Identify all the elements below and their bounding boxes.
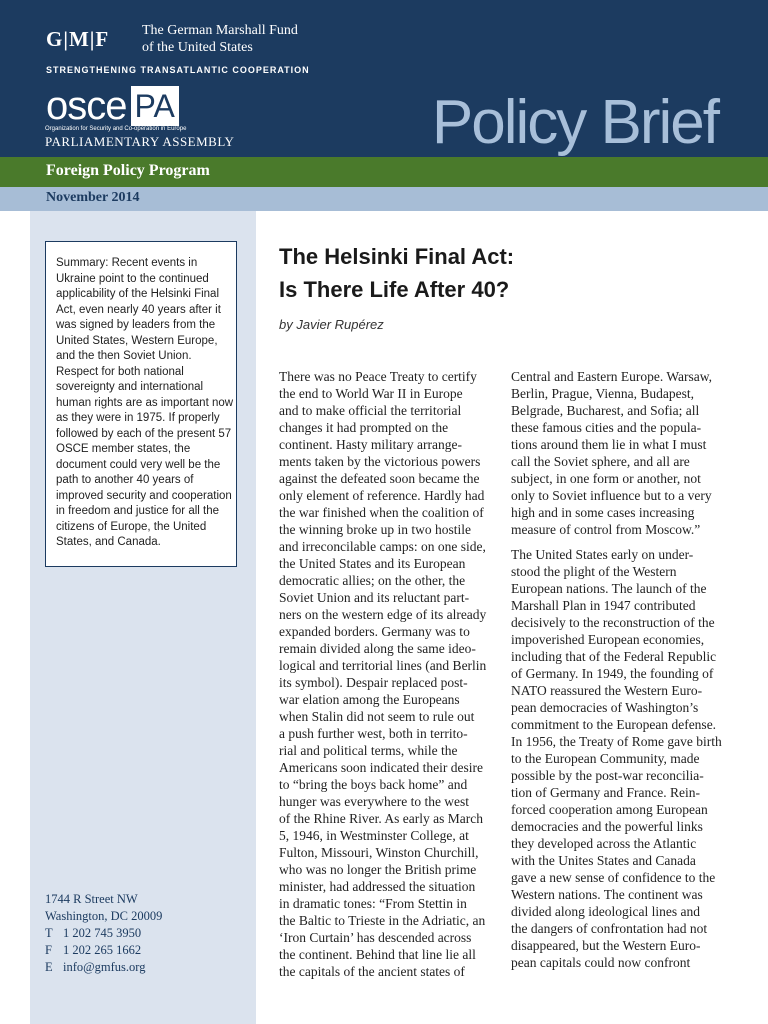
date-band [0,187,768,211]
text-line: democratic allies; on the other, the [279,573,466,588]
text-line: NATO reassured the Western Euro- [511,683,703,698]
program-band [0,157,768,187]
text-line: with the Unites States and Canada [511,853,696,868]
text-line: rial and political terms, while the [279,743,458,758]
text-line: a push further west, both in territo- [279,726,468,741]
text-line: Western nations. The continent was [511,887,703,902]
gmf-logo: G|M|F [46,27,110,51]
text-line: Marshall Plan in 1947 contributed [511,598,696,613]
paragraph [511,368,729,538]
email-link[interactable]: info@gmfus.org [63,960,146,974]
contact-email [45,959,162,976]
osce-pa-logo [44,86,179,126]
contact-street: 1744 R Street NW [45,892,138,906]
text-line: to “bring the boys back home” and [279,777,468,792]
text-line: changes it had prompted on the [279,420,449,435]
text-line: the continent. Behind that line lie all [279,947,476,962]
publication-date: November 2014 [46,190,140,205]
text-line: hunger was everywhere to the west [279,794,470,809]
text-line: these famous cities and the popula- [511,420,702,435]
text-line: There was no Peace Treaty to certify [279,369,477,384]
text-line: gave a new sense of confidence to the [511,870,716,885]
text-line: pean democracies of Washington’s [511,700,699,715]
tagline: STRENGTHENING TRANSATLANTIC COOPERATION [46,65,310,75]
article-column-1 [279,368,497,988]
text-line: war elation among the Europeans [279,692,460,707]
text-line: of Germany. In 1949, the founding of [511,666,714,681]
text-line: possible by the post-war reconcilia- [511,768,704,783]
contact-fax [45,942,162,959]
phone-number: 1 202 745 3950 [63,926,142,940]
text-line: who was no longer the British prime [279,862,477,877]
text-line: tion of Germany and France. Rein- [511,785,700,800]
email-label: E [45,960,53,974]
text-line: remain divided along the same ideo- [279,641,476,656]
text-line: of the Rhine River. As early as March [279,811,483,826]
text-line: the winning broke up in two hostile [279,522,471,537]
text-line: 5, 1946, in Westminster College, at [279,828,469,843]
text-line: only to Soviet influence but to a very [511,488,712,503]
text-line: the dangers of confrontation had not [511,921,708,936]
gmf-name-line1: The German Marshall Fund [142,23,298,38]
text-line: Berlin, Prague, Vienna, Budapest, [511,386,695,401]
text-line: In 1956, the Treaty of Rome gave birth [511,734,722,749]
text-line: in dramatic tones: “From Stettin in [279,896,467,911]
header-banner [0,0,768,157]
parliamentary-assembly-label: PARLIAMENTARY ASSEMBLY [45,134,235,149]
text-line: European nations. The launch of the [511,581,707,596]
summary-box: Summary: Recent events in Ukraine point to the continued applicability of the Helsinki Final Act, even nearly 40 years after it was signed by leaders from the United States, Western Europe, and the then Soviet Union. Respect for both national sovereignty and international human rights are as important now as they were in 1975. If properly followed by each of the present 57 OSCE member states, the document could very well be the path to another 40 years of improved security and cooperation in freedom and justice for all the citizens of Europe, the United States, and Canada. [45,241,237,567]
text-line: its symbol). Despair replaced post- [279,675,468,690]
article-column-2 [511,368,729,979]
article-byline: by Javier Rupérez [279,317,384,332]
gmf-name [142,22,342,56]
text-line: pean capitals could now confront [511,955,691,970]
document-type-title: Policy Brief [431,88,718,157]
contact-city: Washington, DC 20009 [45,909,163,923]
text-line: Fulton, Missouri, Winston Churchill, [279,845,479,860]
text-line: tions around them lie in what I must [511,437,707,452]
text-line: the Baltic to Trieste in the Adriatic, an [279,913,486,928]
text-line: expanded borders. Germany was to [279,624,470,639]
text-line: and to make official the territorial [279,403,462,418]
text-line: and irreconcilable camps: on one side, [279,539,486,554]
paragraph [279,368,497,980]
text-line: only element of reference. Hardly had [279,488,485,503]
phone-label: T [45,926,53,940]
contact-info [45,891,162,976]
text-line: when Stalin did not seem to rule out [279,709,475,724]
article-title [279,240,739,306]
text-line: Belgrade, Bucharest, and Sofia; all [511,403,700,418]
text-line: stood the plight of the Western [511,564,677,579]
text-line: Soviet Union and its reluctant part- [279,590,470,605]
text-line: they developed across the Atlantic [511,836,697,851]
program-label: Foreign Policy Program [46,162,210,179]
text-line: decisively to the reconstruction of the [511,615,715,630]
sidebar [30,211,256,1024]
text-line: Central and Eastern Europe. Warsaw, [511,369,712,384]
text-line: logical and territorial lines (and Berlin [279,658,487,673]
text-line: the United States and its European [279,556,466,571]
text-line: measure of control from Moscow.” [511,522,701,537]
text-line: The United States early on under- [511,547,694,562]
text-line: ments taken by the victorious powers [279,454,481,469]
text-line: subject, in one form or another, not [511,471,701,486]
paragraph [511,546,729,971]
text-line: to the European Community, made [511,751,700,766]
text-line: commitment to the European defense. [511,717,717,732]
text-line: Americans soon indicated their desire [279,760,483,775]
osce-logo-letters: osce [46,84,127,128]
article-title-line2: Is There Life After 40? [279,277,510,302]
text-line: including that of the Federal Republic [511,649,717,664]
article-title-line1: The Helsinki Final Act: [279,244,515,269]
text-line: disappeared, but the Western Euro- [511,938,701,953]
contact-phone [45,925,162,942]
text-line: minister, had addressed the situation [279,879,476,894]
text-line: the end to World War II in Europe [279,386,463,401]
text-line: high and in some cases increasing [511,505,695,520]
osce-pa-letters: PA [131,86,179,126]
fax-label: F [45,943,52,957]
gmf-name-line2: of the United States [142,40,253,55]
text-line: the capitals of the ancient states of [279,964,465,979]
text-line: continent. Hasty military arrange- [279,437,462,452]
text-line: divided along ideological lines and [511,904,700,919]
text-line: ‘Iron Curtain’ has descended across [279,930,472,945]
text-line: against the defeated soon became the [279,471,480,486]
text-line: forced cooperation among European [511,802,708,817]
text-line: democracies and the powerful links [511,819,703,834]
text-line: ners on the western edge of its already [279,607,487,622]
text-line: the war finished when the coalition of [279,505,484,520]
text-line: impoverished European economies, [511,632,705,647]
fax-number: 1 202 265 1662 [63,943,142,957]
text-line: call the Soviet sphere, and all are [511,454,690,469]
osce-subtitle: Organization for Security and Co-operation in Europe [45,126,187,132]
